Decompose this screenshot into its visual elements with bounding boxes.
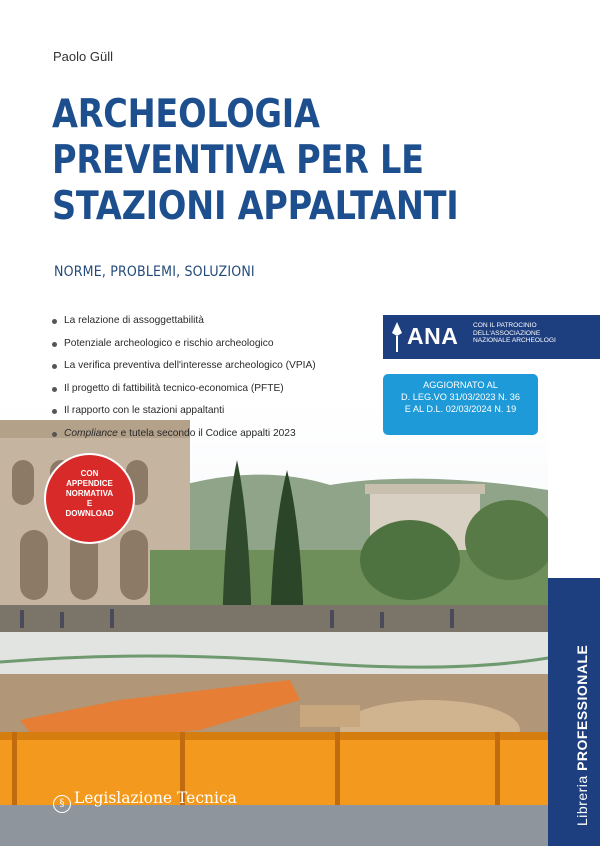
series-band [548,578,600,846]
title-line: STAZIONI APPALTANTI [52,184,459,229]
appendix-badge: CON APPENDICE NORMATIVA E DOWNLOAD [46,455,133,542]
ana-logo-text: ANA [407,323,459,349]
list-item: Il progetto di fattibilità tecnico-economica (PFTE) [50,381,370,404]
author-name: Paolo Güll [53,49,113,64]
ana-patronage-note: CON IL PATROCINIO DELL'ASSOCIAZIONE NAZIONALE ARCHEOLOGI [473,322,556,345]
book-title [52,92,482,230]
trowel-icon [390,321,404,353]
series-name: Libreria PROFESSIONALE [574,644,590,826]
book-subtitle: NORME, PROBLEMI, SOLUZIONI [54,264,255,280]
list-item: Il rapporto con le stazioni appaltanti [50,403,370,426]
list-item: La relazione di assoggettabilità [50,313,370,336]
list-item: Compliance e tutela secondo il Codice appalti 2023 [50,426,370,449]
list-item: Potenziale archeologico e rischio archeologico [50,336,370,359]
update-notice-box: AGGIORNATO AL D. LEG.VO 31/03/2023 N. 36 E AL D.L. 02/03/2024 N. 19 [383,374,538,435]
publisher-logo [53,789,237,813]
ana-patronage-box [383,315,600,359]
topics-list [50,313,370,449]
publisher-icon: § [53,795,71,813]
list-item: La verifica preventiva dell'interesse archeologico (VPIA) [50,358,370,381]
title-line: PREVENTIVA PER LE [52,138,424,183]
title-line: ARCHEOLOGIA [52,92,320,137]
publisher-name: Legislazione Tecnica [74,789,237,807]
